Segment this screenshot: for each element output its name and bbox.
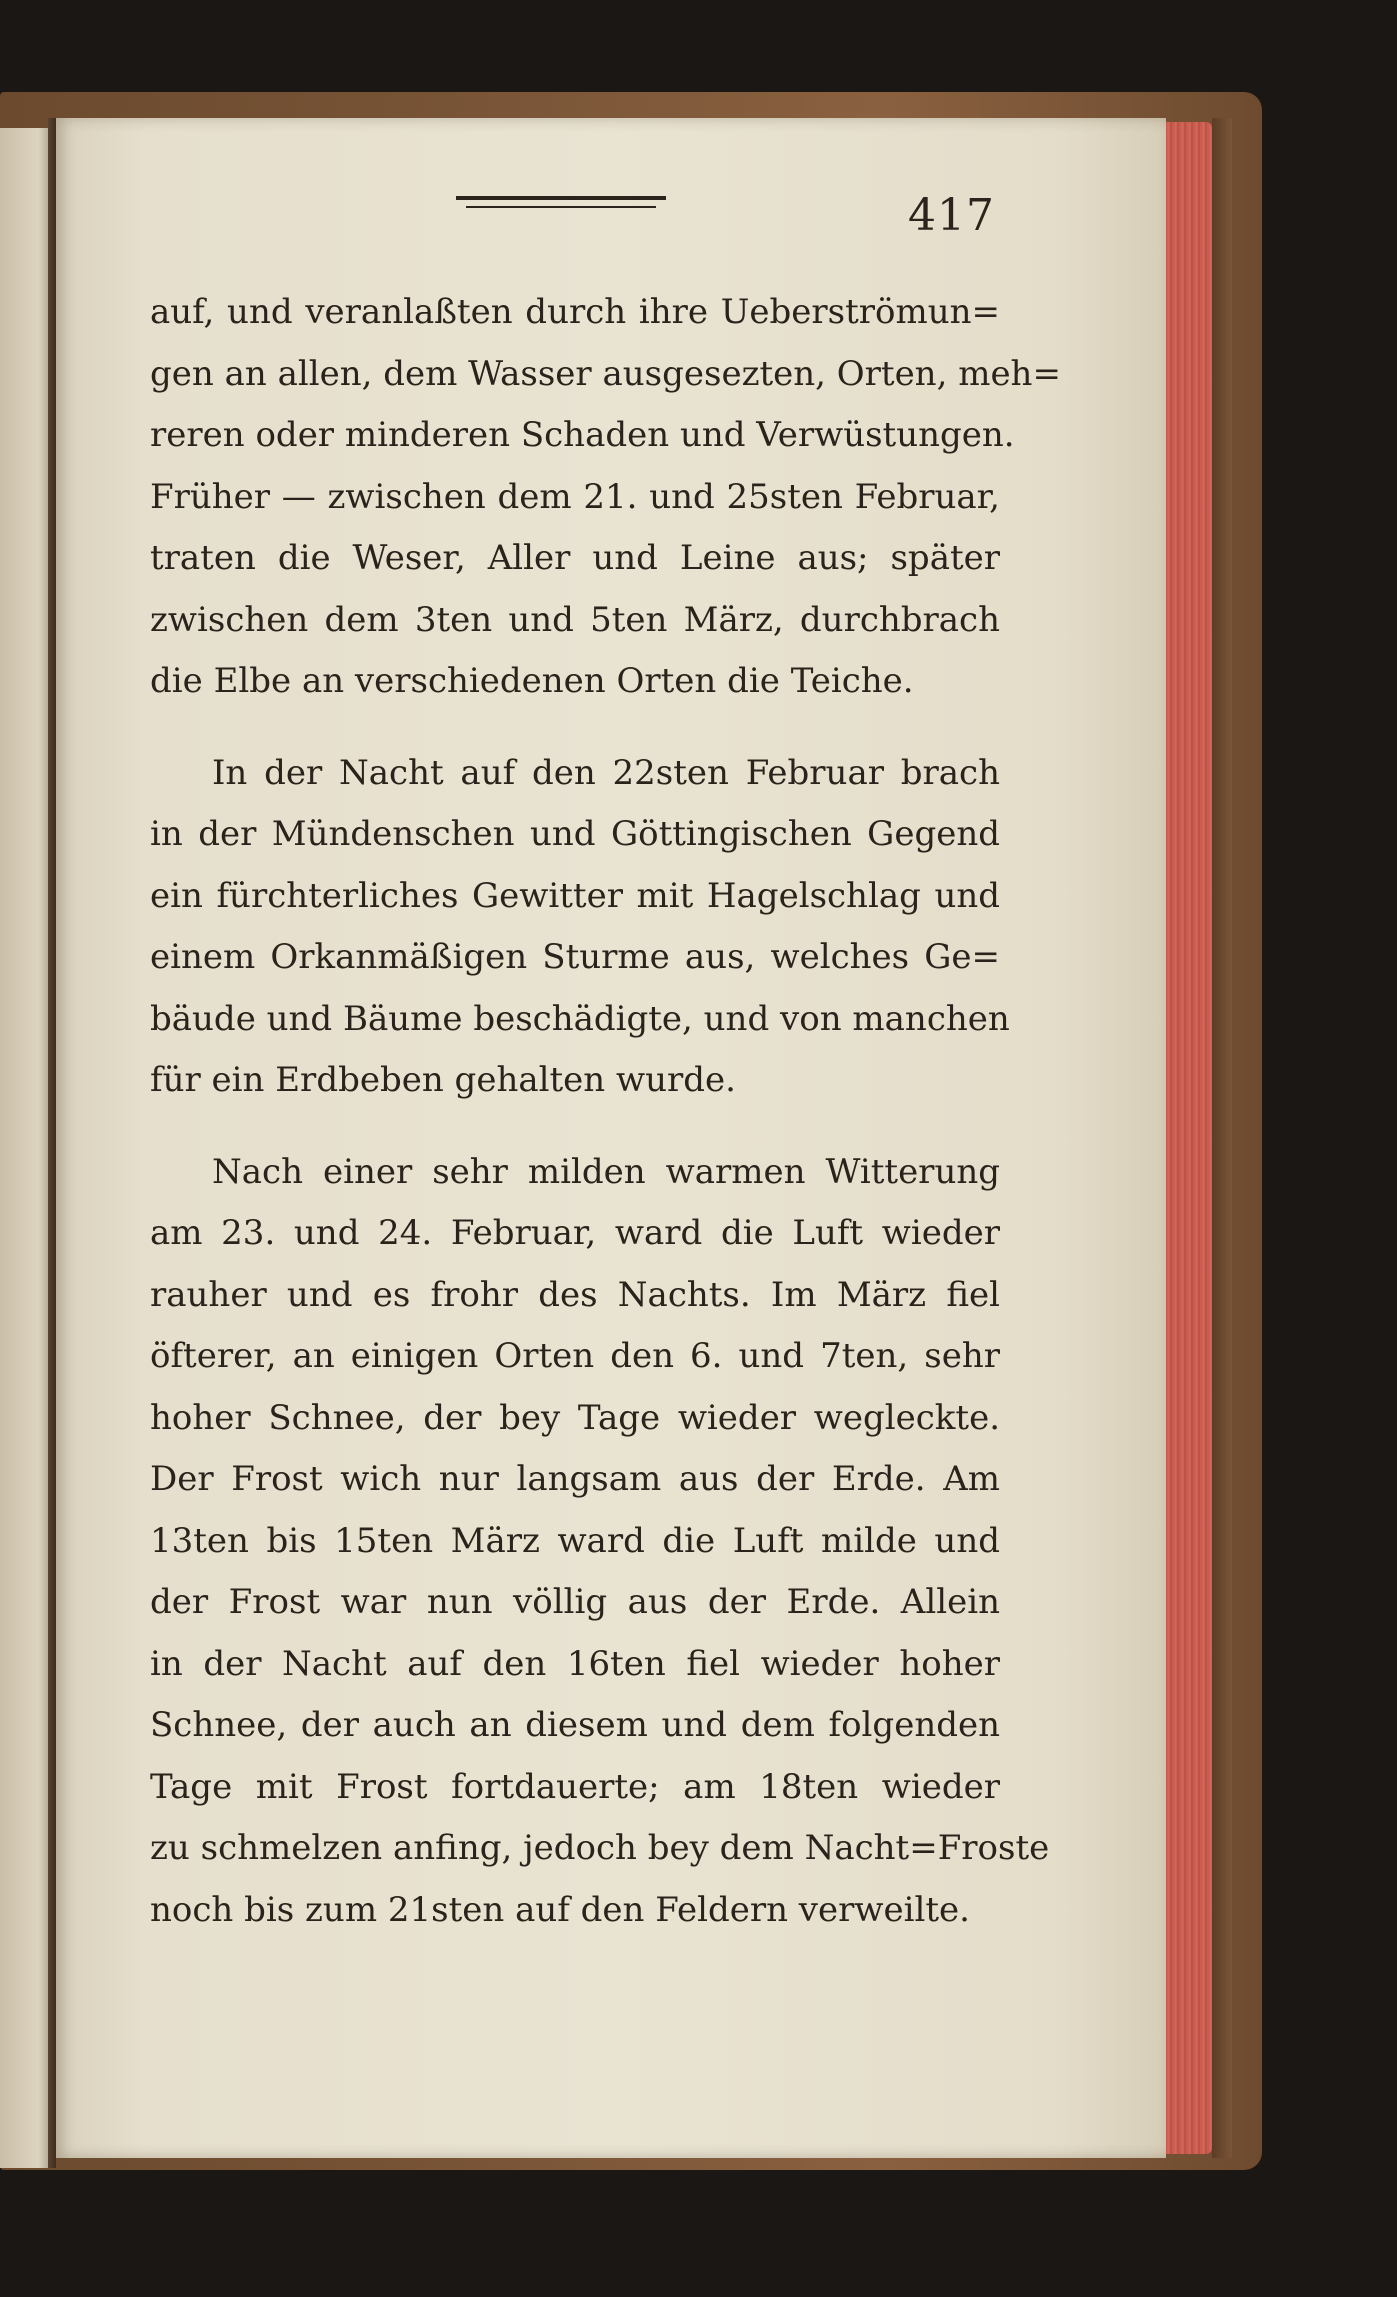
book-gutter [48, 118, 56, 2168]
paragraph-1 [150, 282, 1061, 713]
text-line: auf, und veranlaßten durch ihre Ueberströmun= [150, 292, 1000, 332]
red-page-edges [1166, 122, 1212, 2154]
text-line: einem Orkanmäßigen Sturme aus, welches Ge= [150, 937, 1000, 977]
text-line: traten die Weser, Aller und Leine aus; später [150, 538, 1000, 578]
text-line: noch bis zum 21sten auf den Feldern verweilte. [150, 1889, 970, 1930]
text-line: in der Mündenschen und Göttingischen Gegend [150, 814, 1000, 854]
text-line: in der Nacht auf den 16ten fiel wieder hoher [150, 1643, 1000, 1684]
text-line: Schnee, der auch an diesem und dem folgenden [150, 1705, 1000, 1745]
text-line: am 23. und 24. Februar, ward die Luft wieder [150, 1213, 1000, 1253]
page-number: 417 [908, 190, 995, 241]
paragraph-gap [150, 713, 1000, 743]
text-line: gen an allen, dem Wasser ausgesezten, Orten, meh= [150, 353, 1061, 394]
paragraph-gap [150, 1112, 1000, 1142]
text-line: In der Nacht auf den 22sten Februar brach [212, 752, 1000, 793]
cover-edge [1212, 118, 1232, 2158]
text-line: Tage mit Frost fortdauerte; am 18ten wieder [150, 1766, 1000, 1807]
text-line: rauher und es frohr des Nachts. Im März fiel [150, 1274, 1000, 1315]
text-line: ein fürchterliches Gewitter mit Hagelschlag und [150, 875, 1000, 916]
header-rule [456, 196, 666, 208]
paragraph-3 [150, 1142, 1050, 1942]
text-line: die Elbe an verschiedenen Orten die Teiche. [150, 661, 914, 701]
text-line: zu schmelzen anfing, jedoch bey dem Nacht=Froste [150, 1828, 1050, 1868]
text-line: hoher Schnee, der bey Tage wieder wegleckte. [150, 1397, 1000, 1438]
header-rule-thick [456, 196, 666, 200]
text-line: reren oder minderen Schaden und Verwüstungen. [150, 415, 1015, 455]
header-rule-thin [466, 206, 656, 208]
text-line: bäude und Bäume beschädigte, und von manchen [150, 998, 1010, 1039]
facing-page-edge [0, 128, 48, 2168]
text-line: zwischen dem 3ten und 5ten März, durchbrach [150, 599, 1000, 640]
paragraph-2 [150, 743, 1010, 1112]
text-line: 13ten bis 15ten März ward die Luft milde und [150, 1520, 1000, 1561]
text-line: Der Frost wich nur langsam aus der Erde. Am [150, 1459, 1000, 1499]
text-line: der Frost war nun völlig aus der Erde. Allein [150, 1582, 1000, 1622]
text-line: Nach einer sehr milden warmen Witterung [212, 1151, 1000, 1192]
text-line: für ein Erdbeben gehalten wurde. [150, 1060, 736, 1100]
text-line: öfterer, an einigen Orten den 6. und 7ten, sehr [150, 1336, 1000, 1376]
text-line: Früher — zwischen dem 21. und 25sten Februar, [150, 476, 1000, 517]
body-text [150, 282, 1061, 1941]
